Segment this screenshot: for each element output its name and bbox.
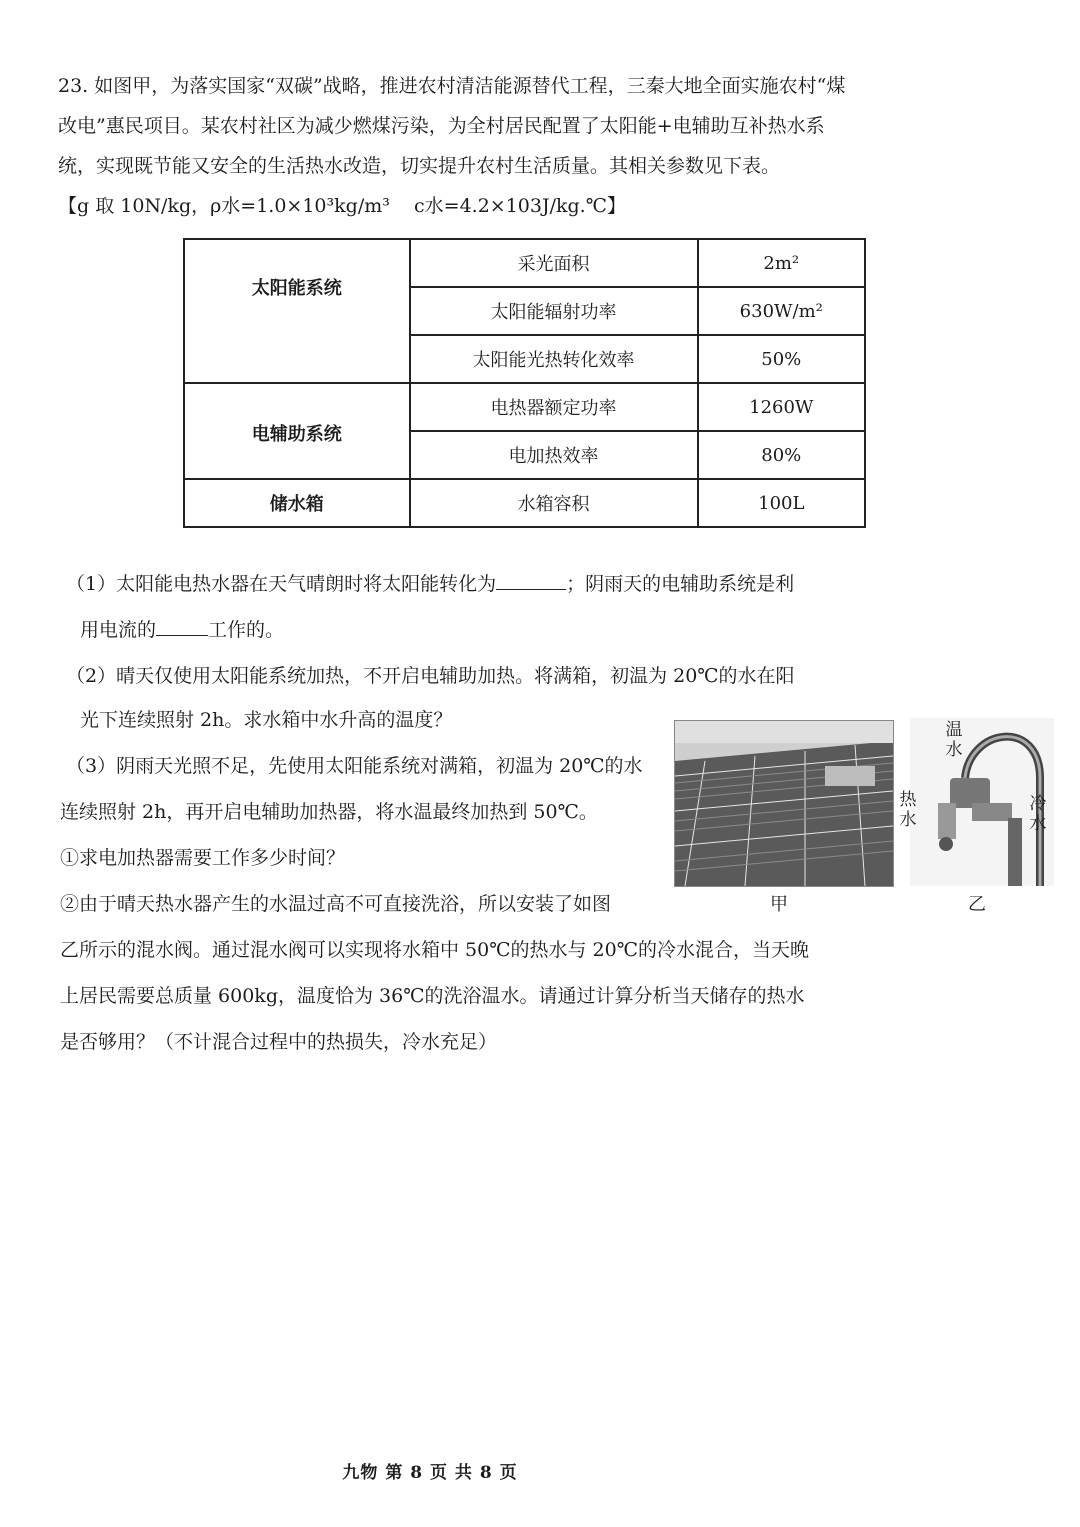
table-cell-value: 100L [698, 479, 865, 527]
answer-blank[interactable] [156, 613, 208, 636]
physical-constants: 【g 取 10N/kg，ρ水=1.0×10³kg/m³ c水=4.2×103J/kg.℃】 [58, 195, 626, 217]
table-row [184, 383, 865, 431]
solar-system-group: 太阳能系统 [184, 239, 410, 383]
table-cell-item: 太阳能辐射功率 [410, 287, 698, 335]
sub-question-3-part-2: ②由于晴天热水器产生的水温过高不可直接洗浴，所以安装了如图 [60, 893, 612, 915]
table-cell-item: 电加热效率 [410, 431, 698, 479]
table-cell-value: 2m² [698, 239, 865, 287]
electric-system-group: 电辅助系统 [184, 383, 410, 479]
sub-question-1-cont [80, 610, 284, 650]
q1-text-d: 工作的。 [208, 619, 285, 641]
table-cell-item: 太阳能光热转化效率 [410, 335, 698, 383]
solar-collector-photo [674, 720, 894, 887]
sub-question-3-part-2-line4: 是否够用？（不计混合过程中的热损失，冷水充足） [60, 1031, 498, 1053]
sub-question-3: （3）阴雨天光照不足，先使用太阳能系统对满箱，初温为 20℃的水 [66, 755, 643, 777]
figure-yi-label: 乙 [968, 894, 986, 915]
water-tank-group: 储水箱 [184, 479, 410, 527]
question-intro [58, 66, 848, 226]
hot-water-label: 热水 [899, 790, 917, 830]
answer-blank[interactable] [496, 567, 566, 590]
sub-question-2-cont: 光下连续照射 2h。求水箱中水升高的温度？ [80, 709, 453, 731]
table-cell-item: 水箱容积 [410, 479, 698, 527]
q1-text-c: 用电流的 [80, 619, 157, 641]
page-footer: 九物 第 8 页 共 8 页 [342, 1463, 518, 1483]
cold-water-label: 冷水 [1029, 794, 1047, 834]
q1-text-a: （1）太阳能电热水器在天气晴朗时将太阳能转化为 [66, 573, 497, 595]
sub-question-3-part-1: ①求电加热器需要工作多少时间？ [60, 847, 346, 869]
table-cell-item: 采光面积 [410, 239, 698, 287]
table-cell-value: 50% [698, 335, 865, 383]
table-cell-item: 电热器额定功率 [410, 383, 698, 431]
question-intro-text: 23. 如图甲，为落实国家“双碳”战略，推进农村清洁能源替代工程，三秦大地全面实施农村“煤改电”惠民项目。某农村社区为减少燃煤污染，为全村居民配置了太阳能+电辅助互补热水系统，实现既节能又安全的生活热水改造，切实提升农村生活质量。其相关参数见下表。 [58, 75, 846, 177]
table-row [184, 479, 865, 527]
sub-question-3-part-2-line3: 上居民需要总质量 600kg，温度恰为 36℃的洗浴温水。请通过计算分析当天储存的热水 [60, 985, 805, 1007]
sub-question-3-cont: 连续照射 2h，再开启电辅助加热器，将水温最终加热到 50℃。 [60, 801, 598, 823]
mixing-valve-photo [899, 718, 1054, 886]
table-cell-value: 80% [698, 431, 865, 479]
solar-panels-illustration [675, 721, 893, 886]
table-cell-value: 630W/m² [698, 287, 865, 335]
warm-water-label: 温水 [945, 720, 963, 760]
parameter-table [183, 238, 866, 528]
sub-question-3-part-2-line2: 乙所示的混水阀。通过混水阀可以实现将水箱中 50℃的热水与 20℃的冷水混合，当天晚 [60, 939, 809, 961]
table-row [184, 239, 865, 287]
sub-question-2: （2）晴天仅使用太阳能系统加热，不开启电辅助加热。将满箱，初温为 20℃的水在阳 [66, 665, 795, 687]
table-cell-value: 1260W [698, 383, 865, 431]
sub-question-1 [66, 564, 794, 604]
q1-text-b: ；阴雨天的电辅助系统是利 [566, 573, 795, 595]
figure-jia-label: 甲 [770, 894, 788, 915]
